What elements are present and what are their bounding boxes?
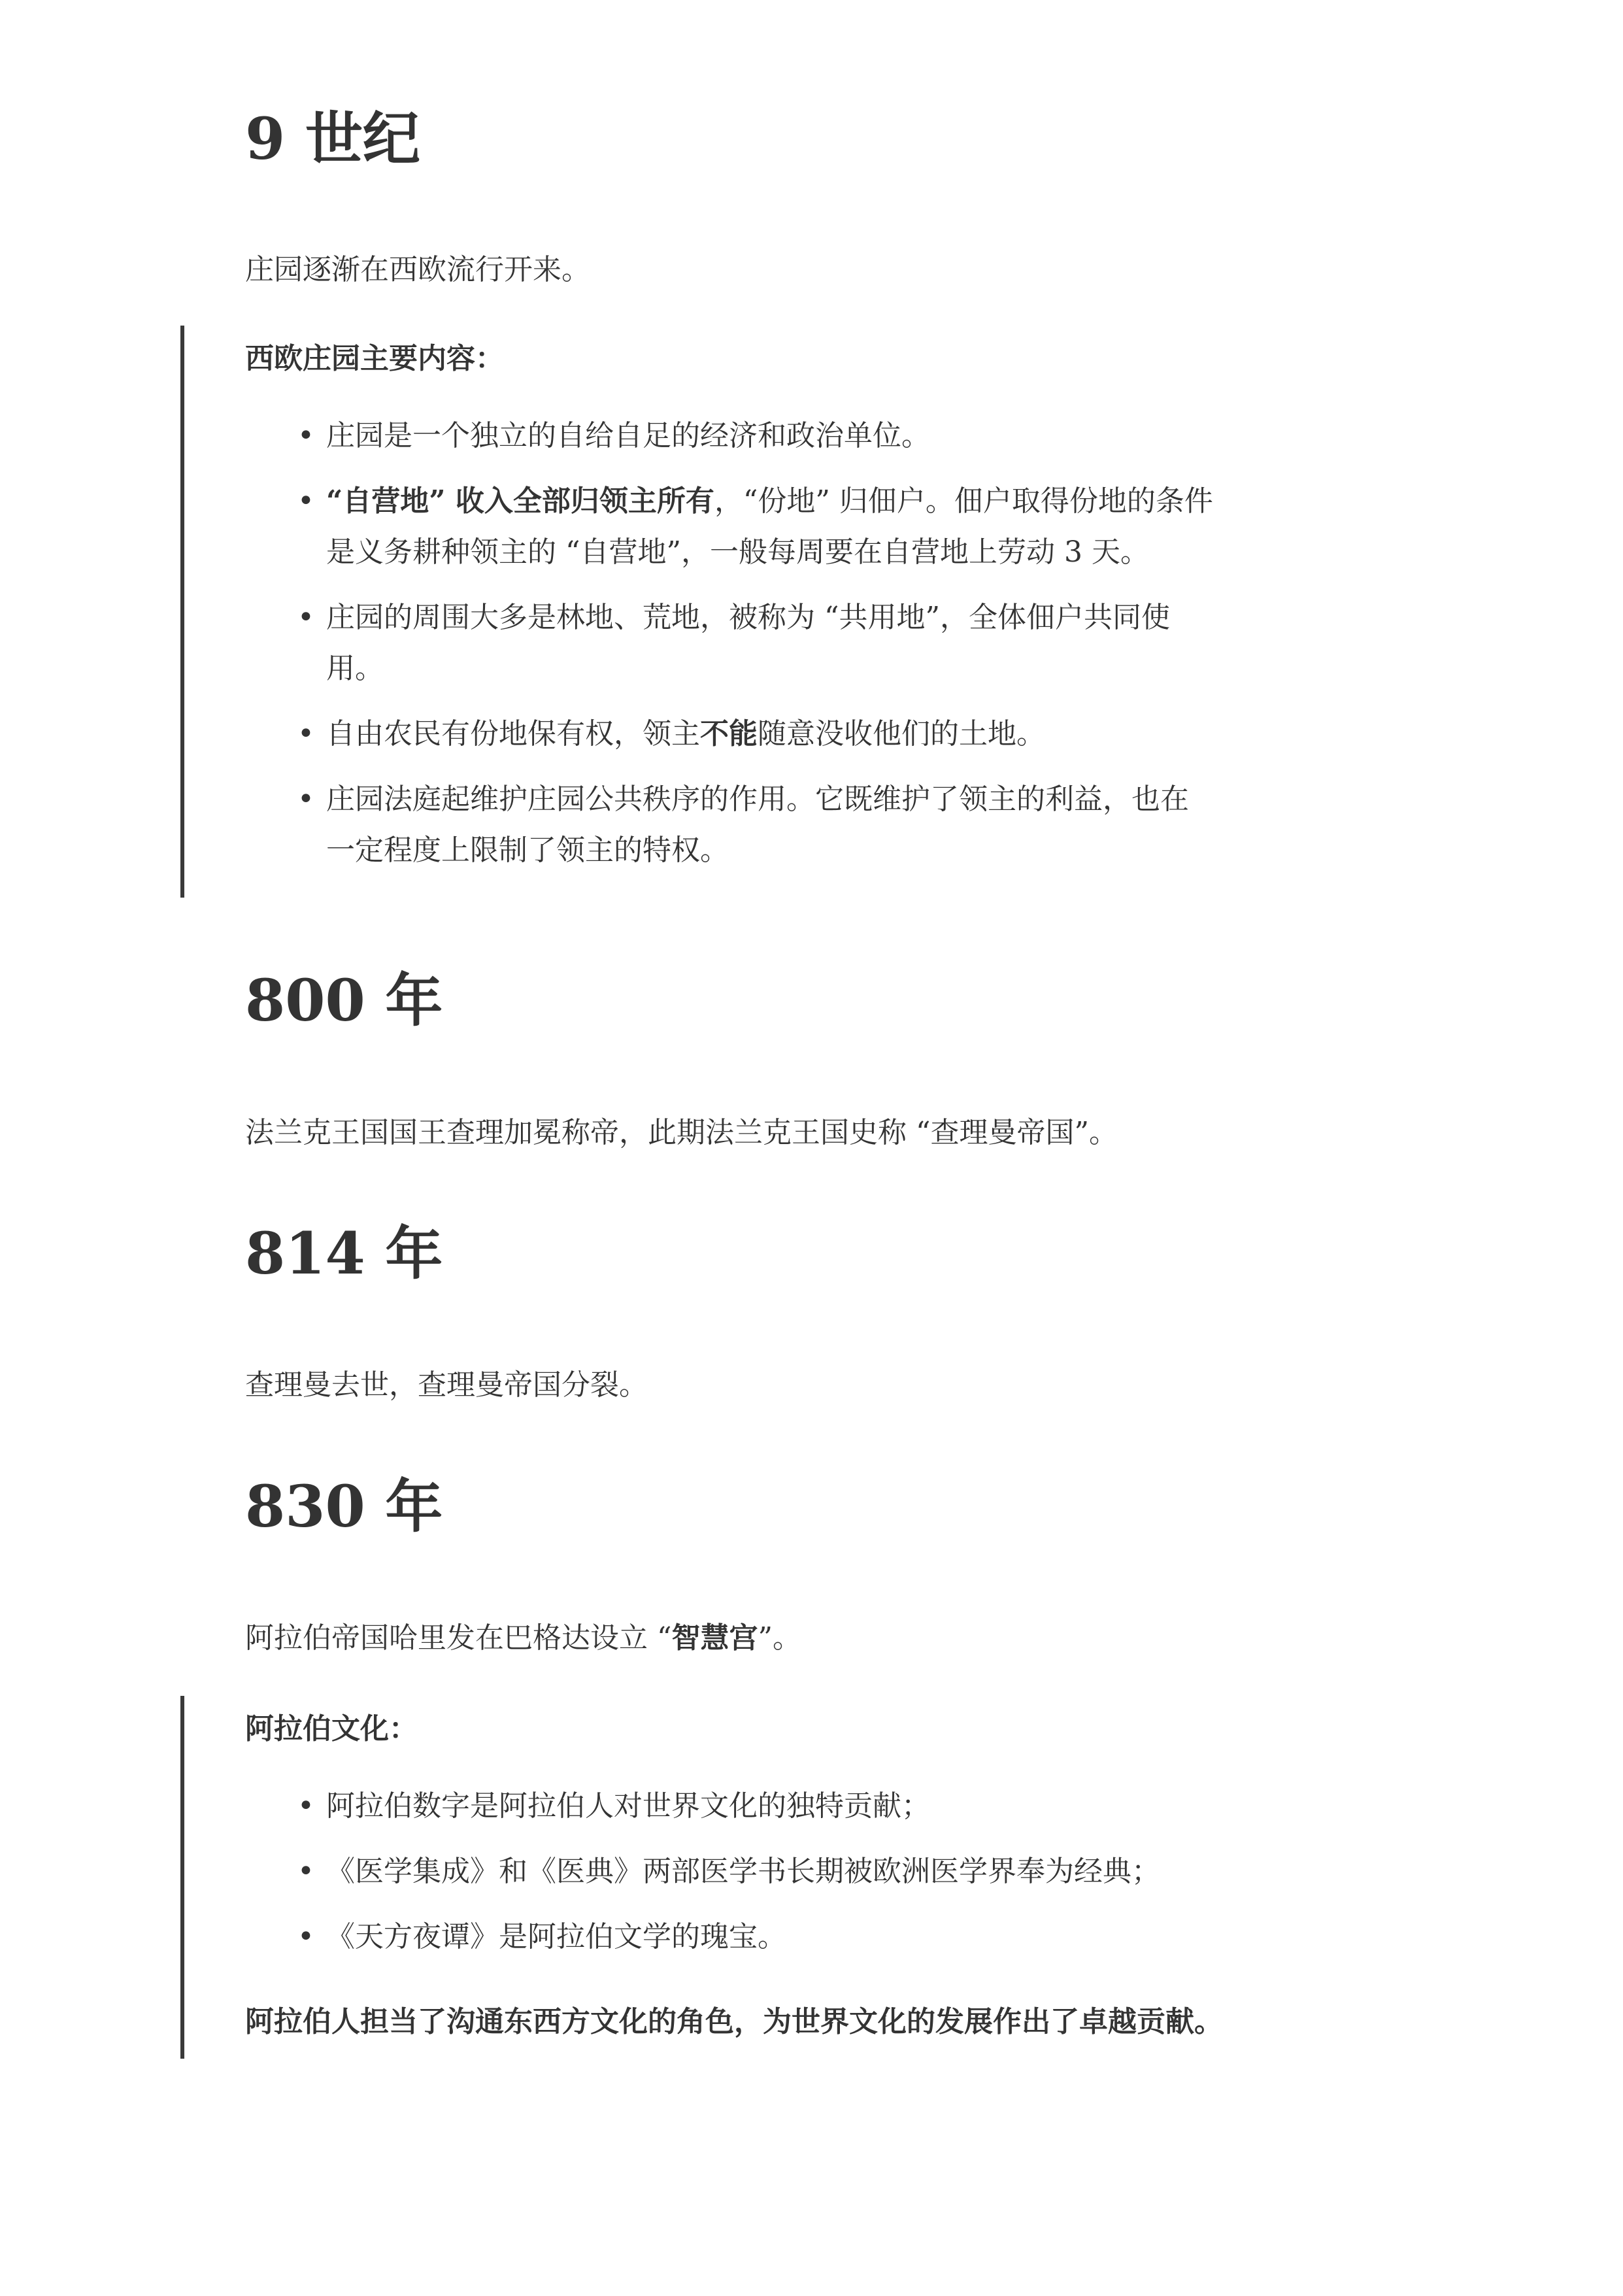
section-text-814: 查理曼去世，查理曼帝国分裂。: [245, 1368, 648, 1402]
list-text: 庄园的周围大多是林地、荒地，被称为 “共用地”，全体佃户共同使: [326, 601, 1170, 634]
blockquote-title: 阿拉伯文化：: [245, 1712, 418, 1746]
arab-culture-list: [245, 1781, 1356, 1963]
list-item: [245, 774, 1356, 876]
list-text: 自由农民有份地保有权，领主: [326, 717, 700, 751]
list-text: 庄园法庭起维护庄园公共秩序的作用。它既维护了领主的利益，也在: [326, 783, 1189, 816]
bullet-icon: •: [297, 717, 314, 751]
section-text-800: 法兰克王国国王查理加冕称帝，此期法兰克王国史称 “查理曼帝国”。: [245, 1116, 1118, 1149]
text-part: 阿拉伯帝国哈里发在巴格达设立 “: [245, 1621, 672, 1655]
list-item: [245, 1846, 1356, 1897]
list-line: [326, 1846, 1356, 1897]
list-text: 用。: [326, 652, 384, 685]
list-line: [326, 709, 1356, 760]
list-line: [326, 643, 1356, 694]
blockquote-manor: [180, 326, 1357, 898]
list-line: [326, 476, 1356, 527]
bullet-icon: •: [297, 1789, 314, 1823]
list-line: [326, 527, 1356, 578]
bullet-icon: •: [297, 601, 314, 634]
section-heading-830: 830 年: [245, 1472, 443, 1540]
list-line: [326, 825, 1356, 876]
list-item: [245, 476, 1356, 578]
section-text-9th-century: 庄园逐渐在西欧流行开来。: [245, 253, 590, 286]
section-heading-9th-century: 9 世纪: [245, 105, 420, 173]
list-text-bold: 不能: [700, 717, 758, 751]
section-heading-814: 814 年: [245, 1219, 443, 1287]
bullet-icon: •: [297, 783, 314, 816]
section-heading-800: 800 年: [245, 966, 443, 1034]
list-text: 《医学集成》和《医典》两部医学书长期被欧洲医学界奉为经典；: [326, 1855, 1160, 1888]
list-line: [326, 411, 1356, 462]
blockquote-conclusion: 阿拉伯人担当了沟通东西方文化的角色，为世界文化的发展作出了卓越贡献。: [245, 2005, 1223, 2038]
list-text-bold: “自营地” 收入全部归领主所有: [326, 484, 714, 518]
text-part: ”。: [758, 1621, 801, 1655]
list-line: [326, 592, 1356, 643]
list-line: [326, 1781, 1356, 1832]
list-item: [245, 1912, 1356, 1963]
list-text: 是义务耕种领主的 “自营地”，一般每周要在自营地上劳动 3 天。: [326, 535, 1149, 569]
text-part-bold: 智慧宫: [671, 1621, 758, 1655]
list-text: ，“份地” 归佃户。佃户取得份地的条件: [714, 484, 1213, 518]
bullet-icon: •: [297, 1920, 314, 1953]
bullet-icon: •: [297, 419, 314, 452]
blockquote-title: 西欧庄园主要内容：: [245, 342, 504, 375]
list-line: [326, 774, 1356, 825]
list-item: [245, 592, 1356, 694]
list-text: 随意没收他们的土地。: [758, 717, 1045, 751]
list-item: [245, 709, 1356, 760]
list-line: [326, 1912, 1356, 1963]
manor-list: [245, 411, 1356, 876]
bullet-icon: •: [297, 1855, 314, 1888]
list-text: 庄园是一个独立的自给自足的经济和政治单位。: [326, 419, 930, 452]
list-item: [245, 1781, 1356, 1832]
list-item: [245, 411, 1356, 462]
section-text-830: [245, 1613, 801, 1664]
blockquote-arab-culture: [180, 1696, 1357, 2059]
list-text: 《天方夜谭》是阿拉伯文学的瑰宝。: [326, 1920, 786, 1953]
list-text: 一定程度上限制了领主的特权。: [326, 834, 729, 867]
list-text: 阿拉伯数字是阿拉伯人对世界文化的独特贡献；: [326, 1789, 930, 1823]
bullet-icon: •: [297, 484, 314, 518]
